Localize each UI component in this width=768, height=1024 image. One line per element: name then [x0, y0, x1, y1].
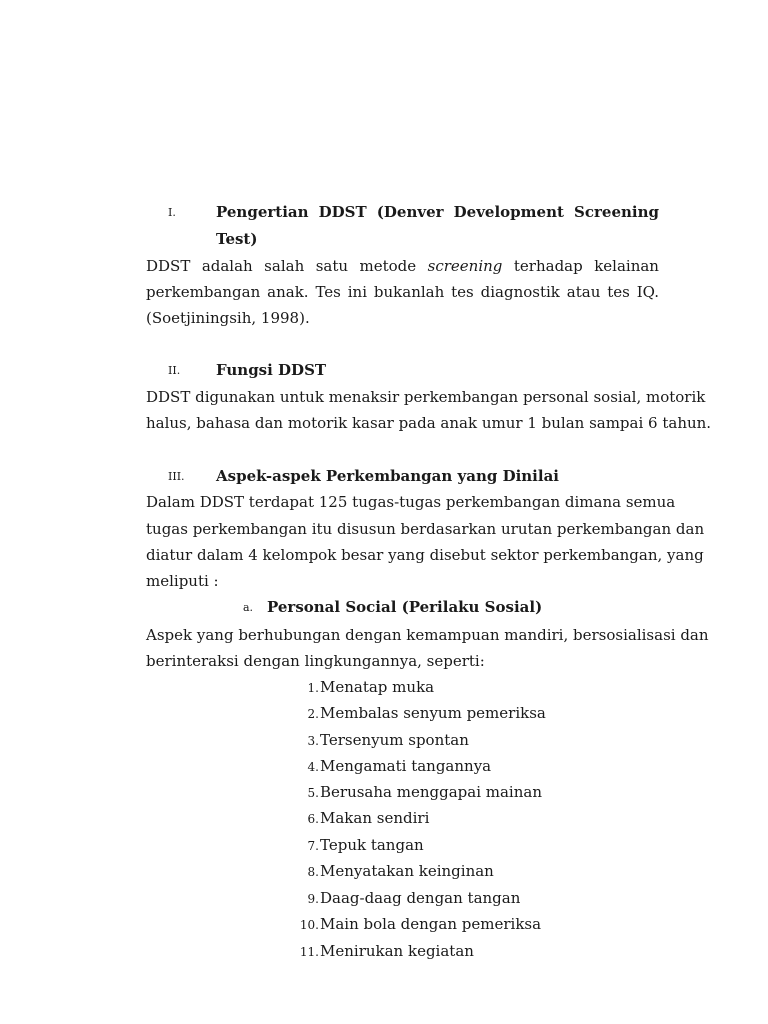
- section-2-title: Fungsi DDST: [216, 361, 327, 379]
- list-item-number: 2.: [307, 707, 319, 721]
- subsection-a-paragraph-line: Aspek yang berhubungan dengan kemampuan mandiri, bersosialisasi dan: [146, 626, 709, 644]
- section-2-number: II.: [168, 364, 181, 377]
- list-item-text: Daag-daag dengan tangan: [320, 889, 521, 907]
- section-3-number: III.: [168, 470, 185, 483]
- list-item-number: 8.: [307, 865, 319, 879]
- list-item-text: Makan sendiri: [320, 809, 430, 827]
- list-item-text: Membalas senyum pemeriksa: [320, 704, 546, 722]
- subsection-a-letter: a.: [243, 601, 254, 614]
- list-item-number: 6.: [307, 812, 319, 826]
- list-item-number: 3.: [307, 734, 319, 748]
- list-item-text: Main bola dengan pemeriksa: [320, 915, 542, 933]
- subsection-a-title: Personal Social (Perilaku Sosial): [267, 598, 543, 616]
- list-item-number: 1.: [307, 681, 319, 695]
- list-item-number: 10.: [299, 918, 319, 932]
- section-2-paragraph-line: DDST digunakan untuk menaksir perkembangan personal sosial, motorik: [146, 388, 706, 406]
- list-item-number: 5.: [307, 786, 319, 800]
- list-item-text: Mengamati tangannya: [320, 757, 492, 775]
- section-1-paragraph-line: DDST adalah salah satu metode screening terhadap kelainan: [146, 257, 659, 275]
- list-item-text: Tersenyum spontan: [320, 731, 469, 749]
- section-1-title: Pengertian DDST (Denver Development Screening: [216, 203, 659, 221]
- list-item-text: Tepuk tangan: [320, 836, 424, 854]
- section-3-paragraph-line: Dalam DDST terdapat 125 tugas-tugas perkembangan dimana semua: [146, 493, 676, 511]
- section-1-number: I.: [168, 206, 176, 219]
- subsection-a-paragraph-line: berinteraksi dengan lingkungannya, seperti:: [146, 652, 485, 670]
- list-item-text: Menyatakan keinginan: [320, 862, 494, 880]
- list-item-number: 7.: [307, 839, 319, 853]
- section-1-paragraph-line: (Soetjiningsih, 1998).: [146, 309, 310, 327]
- section-3-paragraph-line: diatur dalam 4 kelompok besar yang disebut sektor perkembangan, yang: [146, 546, 704, 564]
- list-item-text: Menirukan kegiatan: [320, 942, 474, 960]
- list-item-text: Berusaha menggapai mainan: [320, 783, 542, 801]
- section-1-paragraph-line: perkembangan anak. Tes ini bukanlah tes diagnostik atau tes IQ.: [146, 283, 659, 301]
- list-item-number: 11.: [299, 945, 319, 959]
- section-1-title-continued: Test): [216, 230, 258, 248]
- section-2-paragraph-line: halus, bahasa dan motorik kasar pada anak umur 1 bulan sampai 6 tahun.: [146, 414, 712, 432]
- list-item-number: 4.: [307, 760, 319, 774]
- section-3-title: Aspek-aspek Perkembangan yang Dinilai: [216, 467, 559, 485]
- section-3-paragraph-line: meliputi :: [146, 572, 219, 590]
- list-item-number: 9.: [307, 892, 319, 906]
- section-3-paragraph-line: tugas perkembangan itu disusun berdasarkan urutan perkembangan dan: [146, 520, 705, 538]
- list-item-text: Menatap muka: [320, 678, 435, 696]
